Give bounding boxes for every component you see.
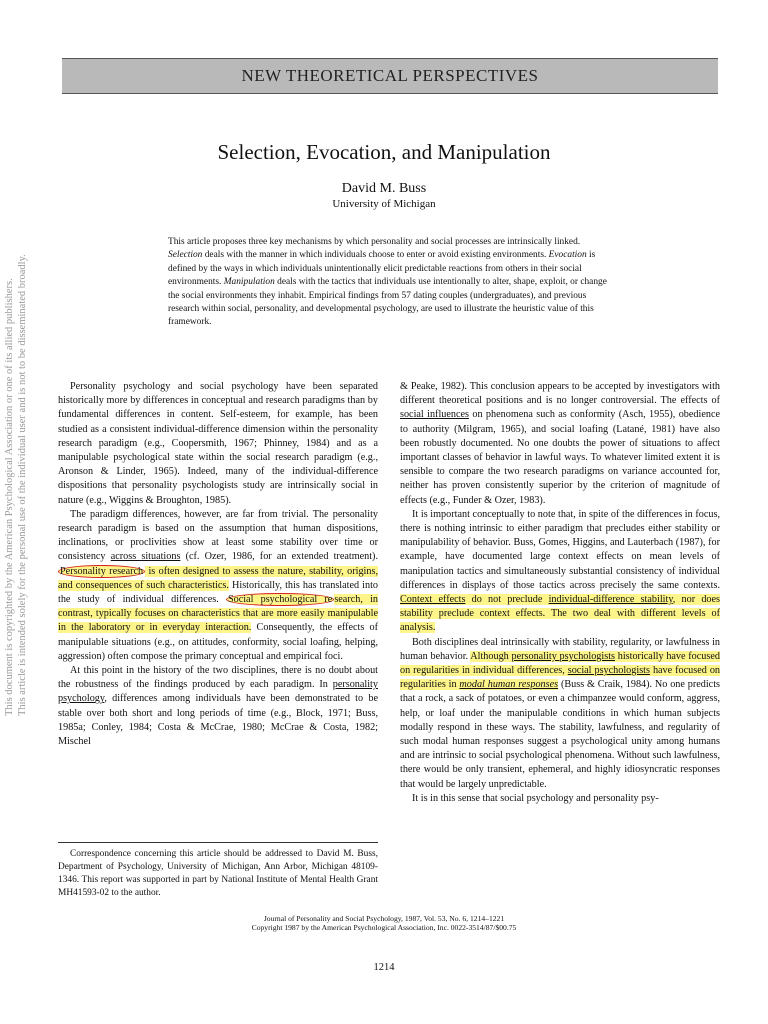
paragraph: & Peake, 1982). This conclusion appears to be accepted by investigators with different theoretical positions and is no longer controversial. The effects of social influences on phenomena such as conformity (Asch, 1955), obedience to authority (Milgram, 1965), and social loafing (Latané, 1981) have also been robustly documented. No one doubts the power of situations to affect important classes of behavior in lawful ways. To whatever limited extent it is sensible to compare the two research paradigms on variance accounted for, neither has proven consistently superior by the criterion of magnitude of effects (e.g., Funder & Ozer, 1983). [400, 381, 720, 506]
circled-annotation: Social psychological re [227, 594, 333, 606]
paragraph: At this point in the history of the two disciplines, there is no doubt about the robustness of the findings produced by each paradigm. In personality psychology, differences among individuals have been demonstrated to be stable over both short and long periods of time (e.g., Block, 1971; Buss, 1985a; Conley, 1984; Costa & McCrae, 1980; McCrae & Costa, 1982; Mischel [58, 665, 378, 748]
paragraph: Personality psychology and social psychology have been separated historically more by differences in conceptual and research paradigms than by fundamental differences in content. Self-esteem, for example, has been studied as a consistent individual-difference dimension within the personality research paradigm (e.g., Coopersmith, 1967; Phinney, 1984) and as a manipulable psychological state within the social research paradigm (e.g., Aronson & Linder, 1965). Indeed, many of the individual-difference dispositions that personality psychologists study are intrinsically social in nature (e.g., Wiggins & Broughton, 1985). [58, 381, 378, 506]
page-number: 1214 [373, 962, 395, 973]
right-column [400, 380, 720, 806]
circled-annotation: Personality research [60, 565, 144, 577]
left-column [58, 380, 378, 749]
paragraph: It is important conceptually to note that, in spite of the differences in focus, there is nothing intrinsic to either paradigm that precludes either stability or manipulability of behavior. Buss, Gomes, Higgins, and Lauterbach (1987), for example, have documented large context effects on mean levels of manipulation tactics and simultaneously substantial consistency of individual differences in displays of those tactics across precisely the same contexts. Context effects do not preclude individual-difference stability, nor does stability preclude context effects. The two deal with different levels of analysis. [400, 508, 720, 634]
author-affiliation: University of Michigan [332, 198, 436, 210]
abstract: This article proposes three key mechanisms by which personality and social processes are intrinsically linked. Selection deals with the manner in which individuals choose to enter or avoid existing environments. Evocation is defined by the ways in which individuals unintentionally elicit predictable reactions from others in their social environments. Manipulation deals with the tactics that individuals use intentionally to alter, shape, exploit, or change the social environments they inhabit. Empirical findings from 57 dating couples (undergraduates), and previous research within social, personality, and developmental psychology, are used to illustrate the heuristic value of this framework. [168, 237, 607, 328]
footnote-divider [58, 842, 378, 843]
paragraph: The paradigm differences, however, are far from trivial. The personality research paradigm is based on the assumption that human dispositions, inclinations, or proclivities show at least some stability over time or consistency across situations (cf. Ozer, 1986, for an extended treatment). Personality research is often designed to assess the nature, stability, origins, and consequences of such characteristics. Historically, this has translated into the study of individual differences. Social psychological re search, in contrast, typically focuses on characteristics that are more easily manipulable in the laboratory or in everyday interaction. Consequently, the effects of manipulable situations (e.g., on attitudes, conformity, social loafing, helping, aggression) often compose the primary conceptual and empirical foci. [58, 508, 379, 662]
author-name: David M. Buss [341, 181, 427, 196]
footnote: Correspondence concerning this article should be addressed to David M. Buss, Department of Psychology, University of Michigan, Ann Arbor, Michigan 48109-1346. This report was supported in part by National Institute of Mental Health Grant MH41593-02 to the author. [58, 849, 378, 898]
paragraph: Both disciplines deal intrinsically with stability, regularity, or lawfulness in human behavior. Although personality psychologists historically have focused on regularities in individual differences, social psychologists have focused on regularities in modal human responses (Buss & Craik, 1984). No one predicts that a rock, a sack of potatoes, or even a chimpanzee would conform, aggress, help, or loaf under the manipulable conditions in which human subjects modally respond in these ways. The stability, lawfulness, and regularity of such modal human responses suggest a psychological unity among humans and are intrinsic to social psychological phenomena. Without such lawfulness, there would be only transient, ephemeral, and highly idiosyncratic responses that would be largely unpredictable. [400, 636, 721, 790]
paragraph: It is in this sense that social psychology and personality psy- [412, 792, 659, 804]
article-title: Selection, Evocation, and Manipulation [217, 140, 551, 164]
section-banner-label: NEW THEORETICAL PERSPECTIVES [241, 66, 539, 85]
journal-citation: Journal of Personality and Social Psychology, 1987, Vol. 53, No. 6, 1214–1221 Copyright 1987 by the American Psychological Association, Inc. 0022-3514/87/$00.75 [251, 914, 517, 932]
copyright-notice: This document is copyrighted by the American Psychological Association or one of its allied publishers. [4, 278, 15, 716]
section-banner [62, 58, 718, 94]
usage-notice: This article is intended solely for the personal use of the individual user and is not to be disseminated broadly. [17, 254, 28, 716]
